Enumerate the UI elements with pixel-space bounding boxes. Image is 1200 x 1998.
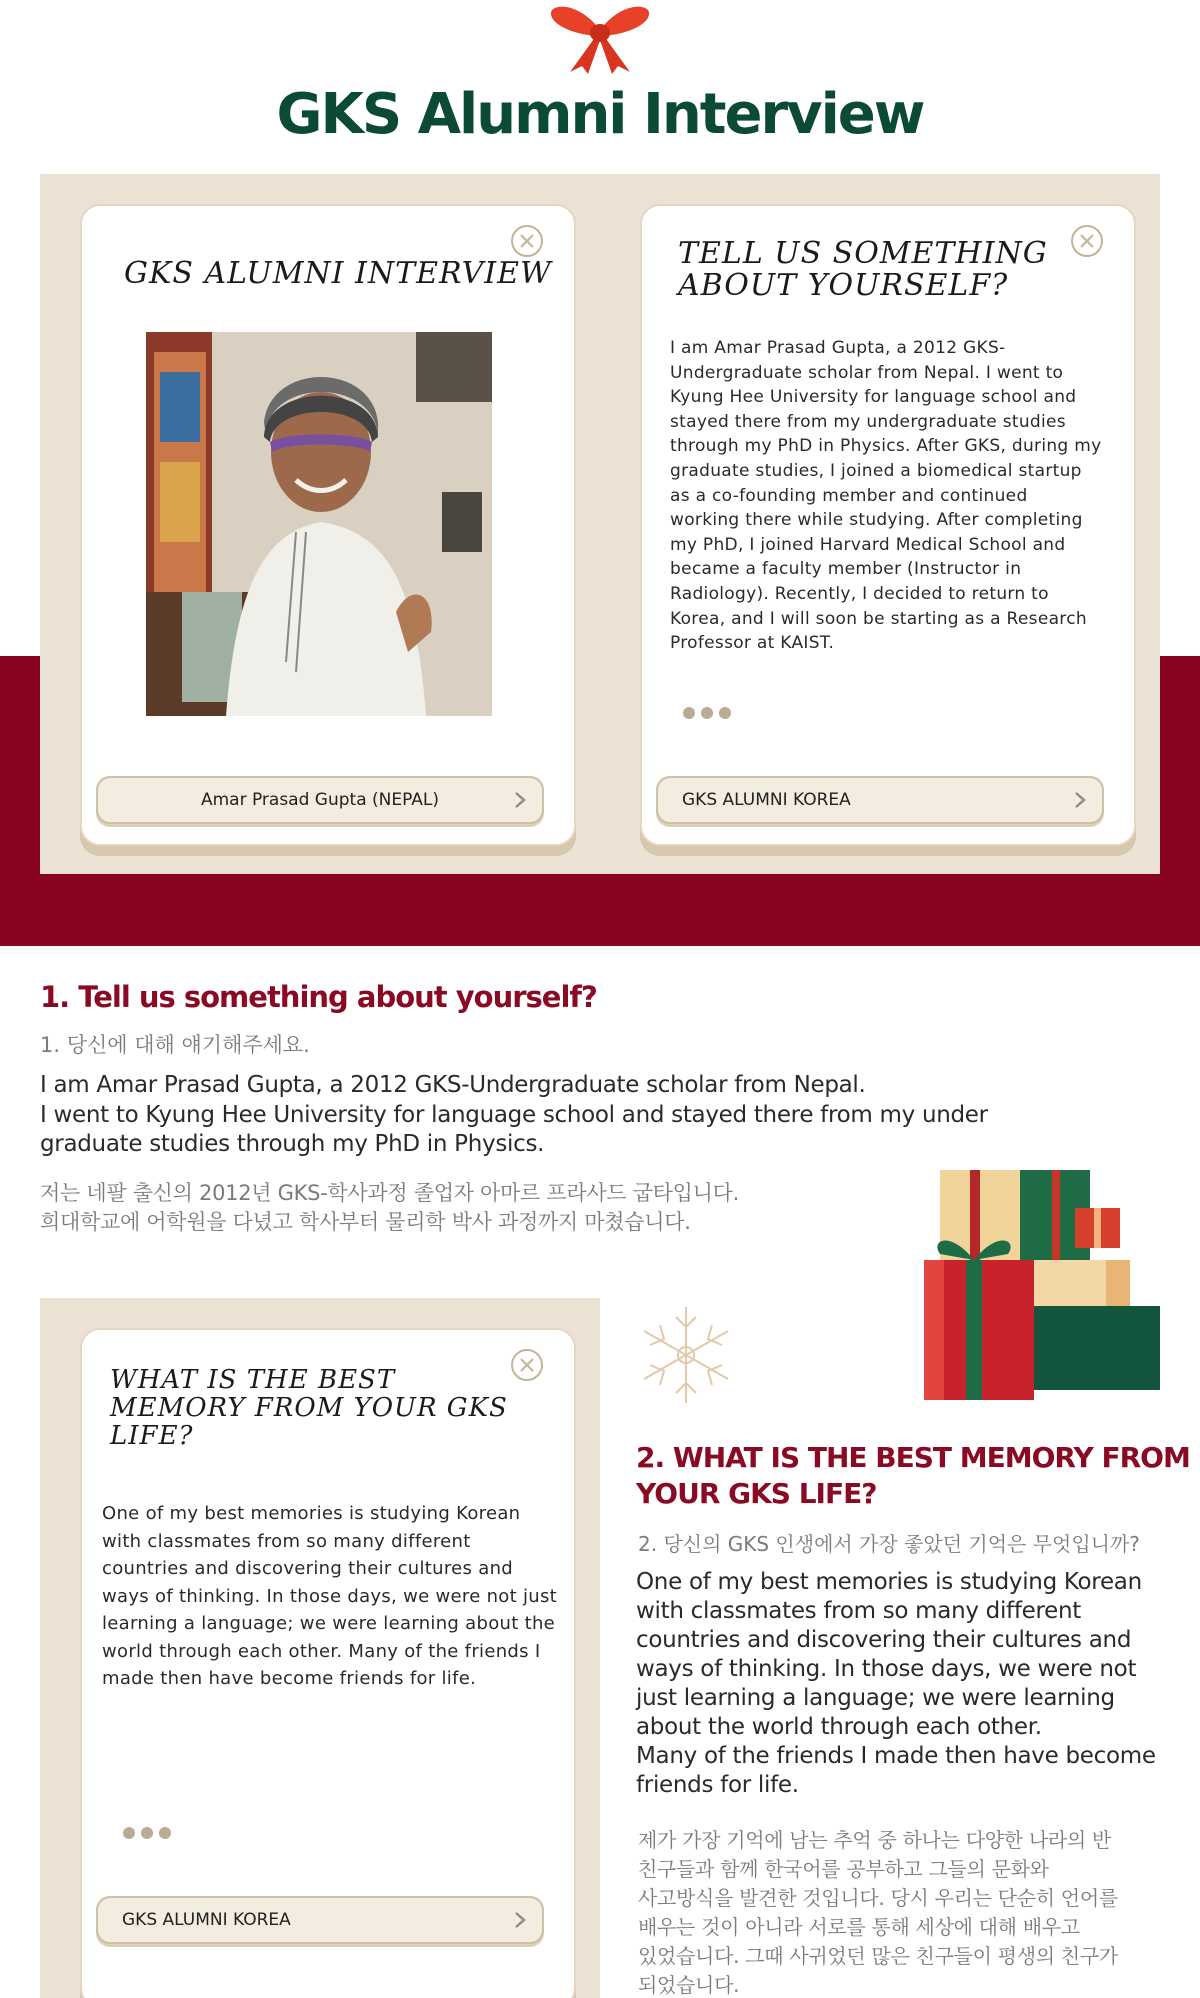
- memory-card-body: One of my best memories is studying Korean with classmates from so many different countries and discovering their cultures and ways of thinking. In those days, we were not just learning a language; we were learning about the world through each other. Many of the friends I made then have become friends for life.: [102, 1503, 558, 1689]
- gift-boxes-icon: [910, 1170, 1160, 1400]
- page-title: GKS Alumni Interview: [276, 82, 924, 147]
- close-icon[interactable]: [510, 1348, 544, 1382]
- section2-body-kr: 제가 가장 기억에 남는 추억 중 하나는 다양한 나라의 반 친구들과 함께 한국어를 공부하고 그들의 문화와 사고방식을 발견한 것입니다. 당시 우리는 단순히 언어를 배우는 것이 아니라 서로를 통해 세상에 대해 배우고 있었습니다. 그때 사귀었던 많은 친구들이 평생의 친구가 되었습니다.: [638, 1828, 1118, 1997]
- gks-alumni-korea-label: GKS ALUMNI KOREA: [682, 790, 851, 810]
- profile-name-label: Amar Prasad Gupta (NEPAL): [200, 790, 440, 810]
- gks-alumni-korea-button[interactable]: [96, 1896, 544, 1944]
- section1-body-en: I am Amar Prasad Gupta, a 2012 GKS-Undergraduate scholar from Nepal. I went to Kyung Hee University for language school and stayed there from my under graduate studies through my PhD in Physics.: [40, 1072, 988, 1157]
- profile-card-title: GKS ALUMNI INTERVIEW: [124, 256, 552, 291]
- portrait-photo: [146, 332, 492, 716]
- gks-alumni-korea-button[interactable]: [656, 776, 1104, 824]
- chevron-right-icon: [1070, 790, 1090, 810]
- about-card: [640, 204, 1136, 846]
- memory-card: [80, 1328, 576, 1998]
- chevron-right-icon: [510, 1910, 530, 1930]
- close-icon[interactable]: [510, 224, 544, 258]
- more-dots-icon[interactable]: [682, 706, 734, 720]
- gks-alumni-korea-label: GKS ALUMNI KOREA: [122, 1910, 291, 1930]
- chevron-right-icon: [510, 790, 530, 810]
- section2-subtitle-kr: 2. 당신의 GKS 인생에서 가장 좋았던 기억은 무엇입니까?: [638, 1532, 1140, 1556]
- hero-panel: [40, 174, 1160, 874]
- section1-subtitle-kr: 1. 당신에 대해 얘기해주세요.: [40, 1033, 310, 1057]
- section1-heading: 1. Tell us something about yourself?: [40, 980, 597, 1014]
- profile-name-button[interactable]: [96, 776, 544, 824]
- memory-panel: [40, 1298, 600, 1998]
- ribbon-bow-icon: [548, 0, 652, 74]
- section1-body-kr: 저는 네팔 출신의 2012년 GKS-학사과정 졸업자 아마르 프라사드 굽타입니다. 희대학교에 어학원을 다녔고 학사부터 물리학 박사 과정까지 마쳤습니다.: [40, 1181, 739, 1234]
- about-card-title: TELL US SOMETHING ABOUT YOURSELF?: [678, 236, 1048, 303]
- profile-card: [80, 204, 576, 846]
- close-icon[interactable]: [1070, 224, 1104, 258]
- about-card-body: I am Amar Prasad Gupta, a 2012 GKS-Undergraduate scholar from Nepal. I went to Kyung Hee University for language school and stayed there from my undergraduate studies through my PhD in Physics. After GKS, during my graduate studies, I joined a biomedical startup as a co-founding member and continued working there while studying. After completing my PhD, I joined Harvard Medical School and became a faculty member (Instructor in Radiology). Recently, I decided to return to Korea, and I will soon be starting as a Research Professor at KAIST.: [670, 338, 1102, 654]
- section2-heading: 2. WHAT IS THE BEST MEMORY FROM YOUR GKS LIFE?: [636, 1441, 1190, 1510]
- snowflake-icon: [636, 1305, 736, 1405]
- more-dots-icon[interactable]: [122, 1826, 174, 1840]
- section2-body-en: One of my best memories is studying Korean with classmates from so many different countries and discovering their cultures and ways of thinking. In those days, we were not just learning a language; we were learning about the world through each other. Many of the friends I made then have become friends for life.: [636, 1569, 1156, 1798]
- memory-card-title: WHAT IS THE BEST MEMORY FROM YOUR GKS LIFE?: [110, 1365, 508, 1451]
